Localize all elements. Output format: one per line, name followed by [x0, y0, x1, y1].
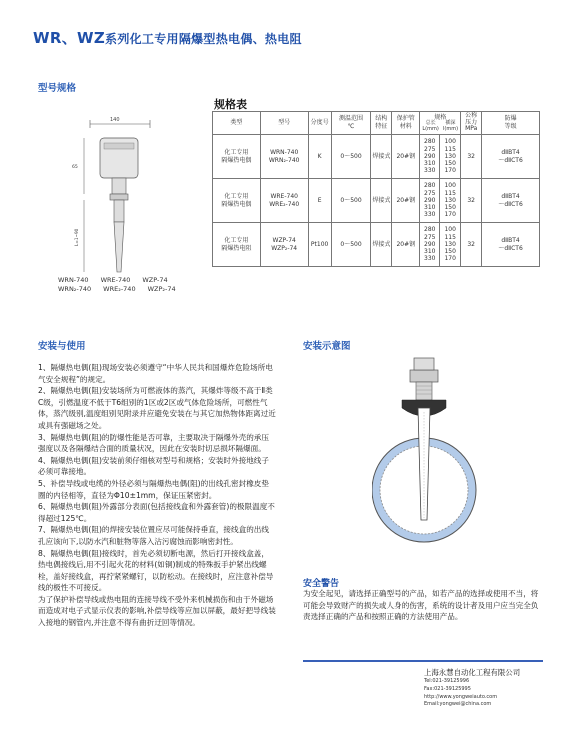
type-l2: 隔爆热电偶 — [221, 156, 252, 164]
section-heading-diagram: 安装示意图 — [303, 341, 351, 352]
type-l1: 化工专用 — [224, 192, 249, 200]
header-structure-l2: 特征 — [375, 123, 388, 130]
model-label: WRN₂-740 — [58, 285, 92, 293]
model-l1: WRE-740 — [270, 192, 298, 200]
cell-total — [420, 223, 440, 267]
header-range — [331, 112, 371, 135]
cell-ex — [482, 179, 540, 223]
ex-l2: ～dⅡCT6 — [498, 156, 523, 164]
dim-top-label: 140 — [110, 117, 120, 123]
model-l2: WZP₂-74 — [271, 244, 298, 252]
cell-tube: 20#钢 — [392, 179, 420, 223]
header-spec — [420, 112, 461, 135]
total-value: 290 — [424, 196, 436, 204]
spec-table-title: 规格表 — [214, 98, 247, 111]
cell-pressure: 32 — [461, 223, 482, 267]
model-l1: WZP-74 — [272, 236, 296, 244]
spec-header-row — [213, 112, 540, 135]
header-total: 总长 — [425, 120, 436, 127]
cell-type — [213, 223, 261, 267]
header-spec-label: 规格 — [434, 113, 447, 121]
insert-value: 100 — [444, 226, 456, 234]
insert-value: 115 — [444, 189, 456, 197]
cell-grad: E — [308, 179, 331, 223]
model-label: WRE-740 — [100, 276, 131, 284]
total-value: 290 — [424, 152, 436, 160]
cell-structure: 焊接式 — [371, 179, 392, 223]
insert-value: 100 — [444, 138, 456, 146]
model-label: WRE₂-740 — [103, 285, 136, 293]
cell-ex — [482, 223, 540, 267]
insert-value: 150 — [444, 204, 456, 212]
cell-range: 0～500 — [331, 179, 371, 223]
header-pressure — [461, 112, 482, 135]
thermowell — [114, 222, 124, 272]
sensor-dimension-drawing — [70, 108, 180, 278]
header-grad: 分度号 — [308, 112, 331, 135]
header-tube — [392, 112, 420, 135]
cell-model — [260, 223, 308, 267]
cell-total — [420, 179, 440, 223]
cell-tube: 20#钢 — [392, 135, 420, 179]
company-web[interactable]: http://www.yongweiauto.com — [424, 693, 498, 700]
insert-value: 100 — [444, 182, 456, 190]
cell-total — [420, 135, 440, 179]
header-pressure-l1: 公称 — [465, 112, 478, 120]
header-ex-l2: 等级 — [504, 123, 517, 130]
insert-value: 170 — [444, 255, 456, 263]
insert-value: 150 — [444, 160, 456, 168]
installation-diagram — [372, 352, 482, 556]
header-insert: 插深 — [445, 120, 456, 127]
insert-value: 150 — [444, 248, 456, 256]
section-heading-spec: 型号规格 — [38, 83, 77, 94]
company-name: 上海永慧自动化工程有限公司 — [424, 668, 521, 677]
cell-type — [213, 135, 261, 179]
total-value: 310 — [424, 248, 436, 256]
table-row — [213, 179, 540, 223]
insert-value: 130 — [444, 152, 456, 160]
insert-value: 130 — [444, 196, 456, 204]
company-info — [424, 668, 520, 709]
install-item: 7、隔爆热电偶(阻)的焊接安装位置应尽可能保持垂直，接线盒的出线孔应该向下,以防水汽和脏物等落入沾污腐蚀而影响密封性。 — [38, 525, 269, 546]
header-pressure-unit: MPa — [465, 125, 478, 133]
cell-range: 0～500 — [331, 135, 371, 179]
company-tel: Tel:021-39125996 — [424, 678, 470, 684]
footer-divider — [303, 660, 543, 662]
total-value: 280 — [424, 226, 436, 234]
page-title — [33, 27, 302, 48]
header-range-label: 测温范围 — [339, 115, 364, 123]
install-item: 为了保护补偿导线或热电阻的连接导线不受外来机械损伤和由于外磁场而造成对电子式显示仪表的影响,补偿导线等应加以屏蔽，最好把导线装入接地的钢管内,并注意不得有曲折迂回等情况。 — [38, 594, 276, 628]
install-item: 8、隔爆热电偶(阻)接线时，首先必须切断电源，然后打开接线盒盖，热电偶接线后,用不引起火花的材料(如铜)制成的特殊扳手护紧出线螺栓，盖好接线盒，再拧紧紧螺钉，以防松动。在接线时，应注意补偿导线的极性不可接反。 — [38, 548, 274, 593]
company-fax: Fax:021-39125995 — [424, 685, 471, 692]
install-instructions — [38, 362, 276, 629]
cell-insert — [440, 179, 461, 223]
total-value: 275 — [424, 233, 436, 241]
table-row — [213, 135, 540, 179]
cell-pressure: 32 — [461, 179, 482, 223]
table-row — [213, 223, 540, 267]
ex-l1: dⅡBT4 — [501, 192, 520, 200]
total-value: 290 — [424, 240, 436, 248]
dim-side2-label: L=1~90 — [74, 228, 79, 246]
insert-value: 170 — [444, 211, 456, 219]
model-label: WRN-740 — [58, 276, 89, 284]
install-item: 1、隔爆热电偶(阻)现场安装必须遵守“中华人民共和国爆炸危险场所电气安全规程”的规定。 — [38, 363, 273, 384]
insert-value: 170 — [444, 167, 456, 175]
cell-model — [260, 179, 308, 223]
ex-l1: dⅡBT4 — [501, 236, 520, 244]
cell-tube: 20#钢 — [392, 223, 420, 267]
type-l1: 化工专用 — [224, 236, 249, 244]
cell-range: 0～500 — [331, 223, 371, 267]
model-label: WZP-74 — [142, 276, 168, 284]
cell-model — [260, 135, 308, 179]
install-item: 2、隔爆热电偶(阻)安装场所为可燃液体的蒸汽，其爆炸等级不高于Ⅱ类C级，引燃温度不低于T6组别的1区或2区或气体危险场所，可燃性气体，蒸汽级别,温度组别见附录并应避免安装在与其它加热物体距离过近或具有强磁场之处。 — [38, 386, 276, 430]
header-ex-l1: 防爆 — [504, 115, 517, 123]
insert-value: 130 — [444, 240, 456, 248]
page-title-main: WR、WZ — [33, 29, 106, 47]
install-item: 5、补偿导线或电缆的外径必须与隔爆热电偶(阻)的出线孔密封橡皮垫圈的内径相等，直径为Φ10±1mm，保证压紧密封。 — [38, 478, 269, 500]
header-type: 类型 — [213, 112, 261, 135]
cell-grad: Pt100 — [308, 223, 331, 267]
cell-insert — [440, 135, 461, 179]
model-label: WZP₂-74 — [147, 285, 176, 293]
total-value: 310 — [424, 160, 436, 168]
total-value: 330 — [424, 211, 436, 219]
total-value: 280 — [424, 182, 436, 190]
header-pressure-l2: 压力 — [465, 118, 478, 126]
cell-type — [213, 179, 261, 223]
install-item: 6、隔爆热电偶(阻)外露部分表面(包括接线盒和外露套管)的极限温度不得超过125℃。 — [38, 502, 275, 523]
cell-structure: 焊接式 — [371, 135, 392, 179]
section-heading-install: 安装与使用 — [38, 341, 86, 352]
total-value: 330 — [424, 167, 436, 175]
total-value: 330 — [424, 255, 436, 263]
header-model: 型号 — [260, 112, 308, 135]
cell-grad: K — [308, 135, 331, 179]
model-l2: WRN₂-740 — [268, 156, 300, 164]
total-value: 310 — [424, 204, 436, 212]
dim-side1-label: 65 — [72, 165, 78, 170]
cell-insert — [440, 223, 461, 267]
page-title-sub: 系列化工专用隔爆型热电偶、热电阻 — [105, 32, 302, 46]
spec-table — [212, 111, 540, 267]
warning-title: 安全警告 — [303, 579, 340, 589]
header-structure-l1: 结构 — [375, 115, 388, 123]
cell-pressure: 32 — [461, 135, 482, 179]
header-insert-unit: l(mm) — [443, 125, 459, 132]
header-range-unit: ℃ — [347, 123, 355, 130]
ex-l1: dⅡBT4 — [501, 148, 520, 156]
ex-l2: ～dⅡCT6 — [498, 200, 523, 208]
header-total-unit: L(mm) — [422, 125, 439, 132]
header-ex — [482, 112, 540, 135]
warning-text: 为安全起见，请选择正确型号的产品，如若产品的选择或使用不当，将可能会导致财产的损失或人身的伤害，系统的设计者及用户应当完全负责选择正确的产品和按照正确的方法使用产品。 — [303, 589, 539, 622]
model-l1: WRN-740 — [270, 148, 299, 156]
total-value: 275 — [424, 145, 436, 153]
type-l1: 化工专用 — [224, 148, 249, 156]
model-l2: WRE₂-740 — [269, 200, 300, 208]
company-email[interactable]: Email:yongwei@china.com — [424, 701, 492, 708]
type-l2: 隔爆热电阻 — [221, 244, 252, 252]
model-labels — [58, 276, 188, 294]
ex-l2: ～dⅡCT6 — [498, 244, 523, 252]
insert-value: 115 — [444, 233, 456, 241]
header-tube-l2: 材料 — [399, 123, 412, 130]
header-tube-l1: 保护管 — [396, 115, 415, 123]
total-value: 275 — [424, 189, 436, 197]
cell-structure: 焊接式 — [371, 223, 392, 267]
install-item: 3、隔爆热电偶(阻)的防爆性能是否可靠，主要取决于隔爆外壳的承压强度以及各隔爆结合面的质量状况，因此在安装时切忌损坏隔爆面。 — [38, 432, 269, 454]
type-l2: 隔爆热电偶 — [221, 200, 252, 208]
insert-value: 115 — [444, 145, 456, 153]
cell-ex — [482, 135, 540, 179]
total-value: 280 — [424, 138, 436, 146]
install-item: 4、隔爆热电偶(阻)安装前须仔细核对型号和规格；安装时外接地线子必须可靠接地。 — [38, 455, 269, 477]
header-structure — [371, 112, 392, 135]
